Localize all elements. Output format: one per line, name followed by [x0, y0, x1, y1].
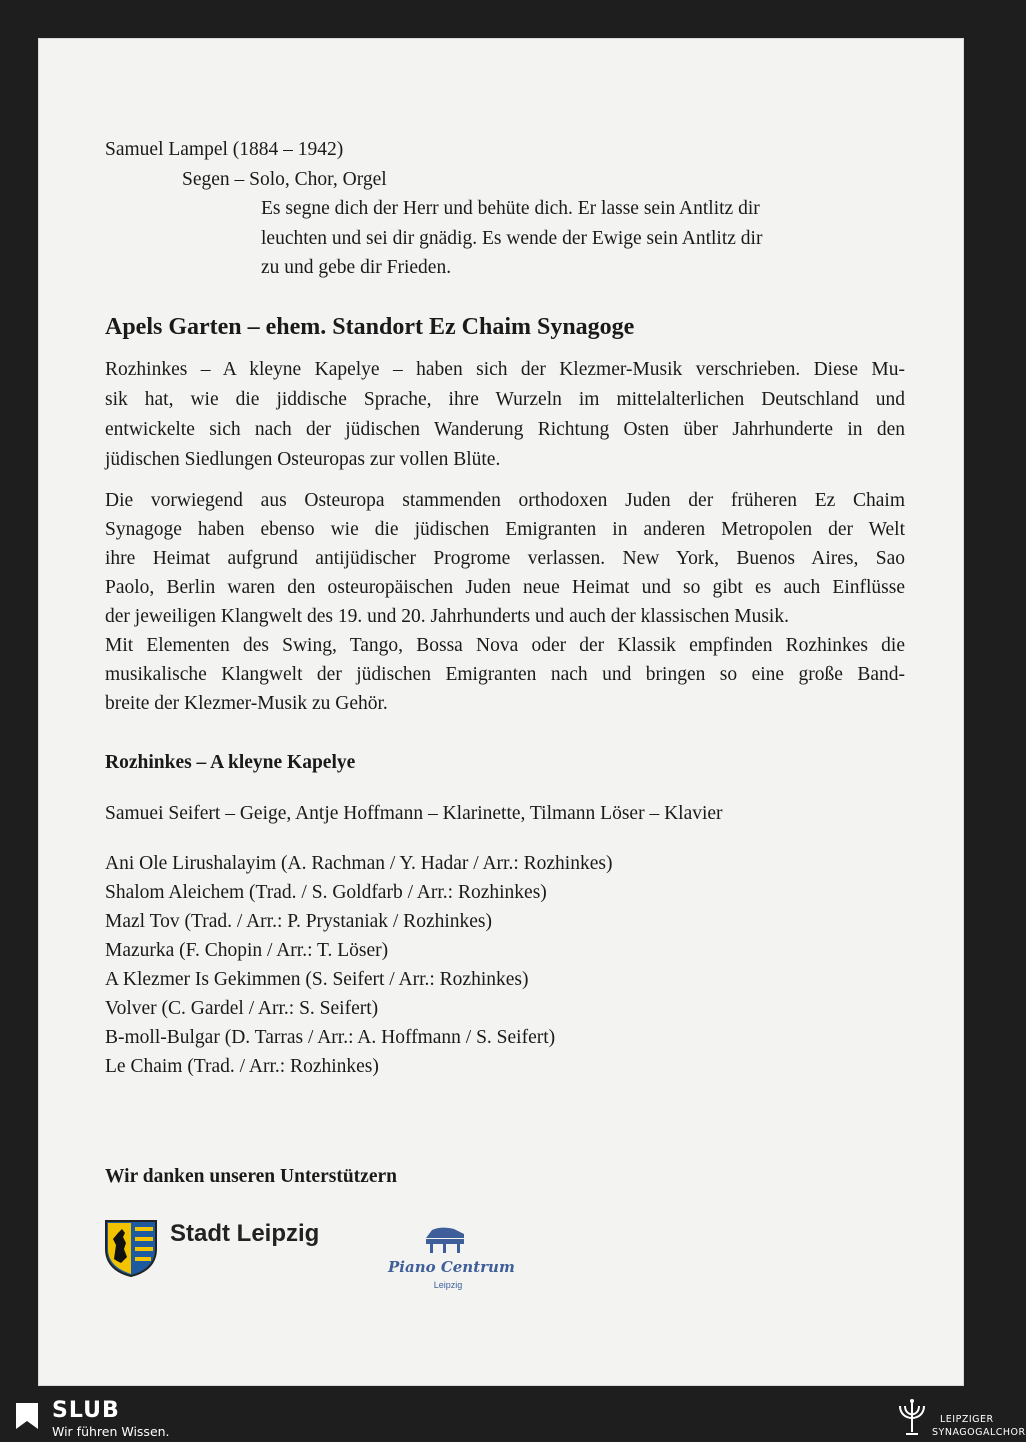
choir-name-line1: LEIPZIGER [940, 1414, 994, 1425]
work-line: Segen – Solo, Chor, Orgel [182, 169, 387, 190]
paragraph-line: Rozhinkes – A kleyne Kapelye – haben sich der Klezmer-Musik verschrieben. Diese Mu- [105, 359, 905, 380]
ensemble-title: Rozhinkes – A kleyne Kapelye [105, 752, 356, 773]
paragraph-line: sik hat, wie die jiddische Sprache, ihre Wurzeln im mittelalterlichen Deutschland und [105, 389, 905, 410]
ensemble-members: Samuei Seifert – Geige, Antje Hoffmann – Klarinette, Tilmann Löser – Klavier [105, 803, 723, 824]
program-item: Le Chaim (Trad. / Arr.: Rozhinkes) [105, 1056, 379, 1077]
blessing-line: zu und gebe dir Frieden. [261, 257, 452, 278]
paragraph-line: Mit Elementen des Swing, Tango, Bossa Nova oder der Klassik empfinden Rozhinkes die [105, 635, 905, 656]
thanks-heading: Wir danken unseren Unterstützern [105, 1166, 397, 1187]
program-item: Ani Ole Lirushalayim (A. Rachman / Y. Hadar / Arr.: Rozhinkes) [105, 853, 613, 874]
choir-name-line2: SYNAGOGALCHOR [932, 1427, 1026, 1438]
blessing-line: leuchten und sei dir gnädig. Es wende der Ewige sein Antlitz dir [261, 228, 763, 249]
menorah-icon [896, 1398, 928, 1438]
paragraph-line: Paolo, Berlin waren den osteuropäischen Juden neue Heimat und so gibt es auch Einflüsse [105, 577, 905, 598]
program-item: Shalom Aleichem (Trad. / S. Goldfarb / Arr.: Rozhinkes) [105, 882, 547, 903]
slub-logo-icon [14, 1401, 40, 1431]
composer-line: Samuel Lampel (1884 – 1942) [105, 139, 344, 160]
paragraph-line: jüdischen Siedlungen Osteuropas zur vollen Blüte. [105, 449, 501, 470]
paragraph-line: der jeweiligen Klangwelt des 19. und 20. Jahrhunderts und auch der klassischen Musik. [105, 606, 789, 627]
slub-logo-text: SLUB [52, 1398, 120, 1423]
paragraph-line: Die vorwiegend aus Osteuropa stammenden orthodoxen Juden der früheren Ez Chaim [105, 490, 905, 511]
grand-piano-icon [424, 1226, 466, 1254]
program-item: A Klezmer Is Gekimmen (S. Seifert / Arr.: Rozhinkes) [105, 969, 529, 990]
coat-of-arms-icon [104, 1219, 158, 1277]
piano-centrum-city: Leipzig [433, 1280, 463, 1290]
paragraph-line: breite der Klezmer-Musik zu Gehör. [105, 693, 388, 714]
stadt-leipzig-logo-text: Stadt Leipzig [170, 1220, 320, 1247]
section-title: Apels Garten – ehem. Standort Ez Chaim Synagoge [105, 314, 635, 340]
program-item: Mazl Tov (Trad. / Arr.: P. Prystaniak / Rozhinkes) [105, 911, 493, 932]
blessing-line: Es segne dich der Herr und behüte dich. Er lasse sein Antlitz dir [261, 198, 760, 219]
program-item: Volver (C. Gardel / Arr.: S. Seifert) [105, 998, 379, 1019]
piano-centrum-logo-text: Piano Centrum [388, 1258, 515, 1276]
paragraph-line: musikalische Klangwelt der jüdischen Emigranten nach und bringen so eine große Band- [105, 664, 905, 685]
program-item: B-moll-Bulgar (D. Tarras / Arr.: A. Hoffmann / S. Seifert) [105, 1027, 556, 1048]
paragraph-line: Synagoge haben ebenso wie die jüdischen Emigranten in anderen Metropolen der Welt [105, 519, 905, 540]
program-item: Mazurka (F. Chopin / Arr.: T. Löser) [105, 940, 389, 961]
paragraph-line: entwickelte sich nach der jüdischen Wanderung Richtung Osten über Jahrhunderte in den [105, 419, 905, 440]
paragraph-line: ihre Heimat aufgrund antijüdischer Progrome verlassen. New York, Buenos Aires, Sao [105, 548, 905, 569]
slub-tagline: Wir führen Wissen. [52, 1424, 170, 1439]
